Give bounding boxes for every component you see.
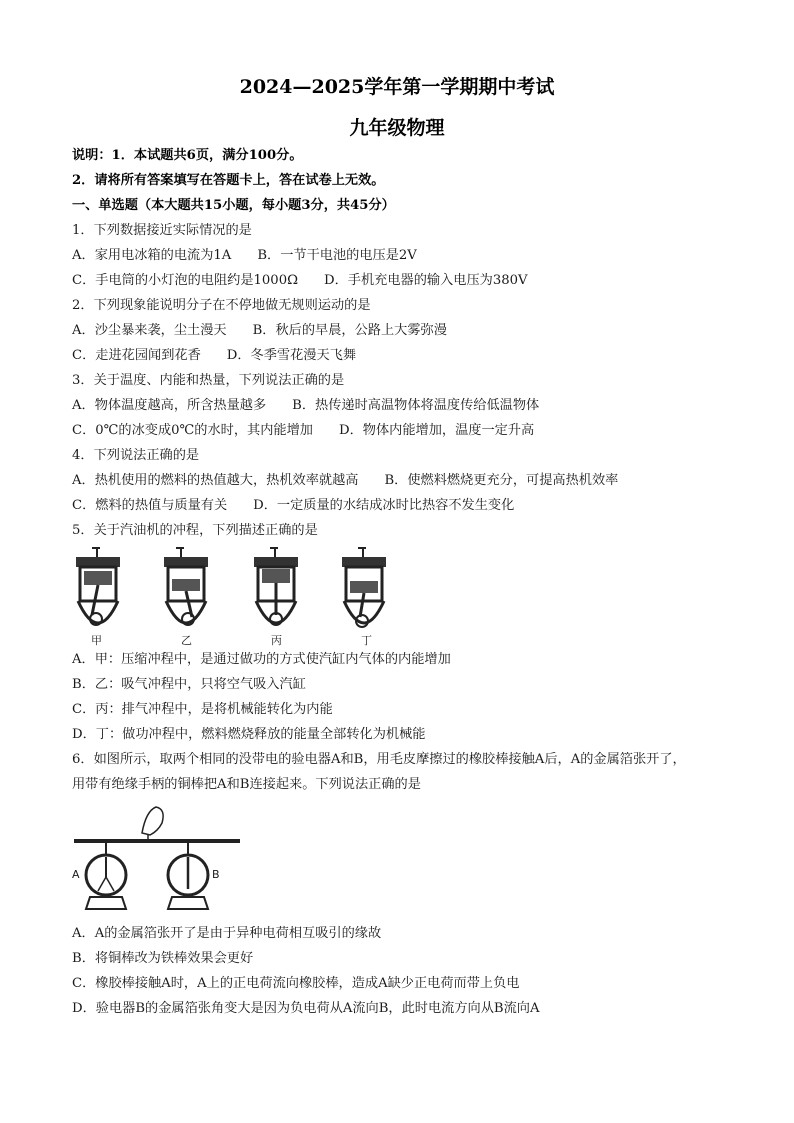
question-5-option-b: B．乙：吸气冲程中，只将空气吸入汽缸 [72,677,306,692]
exam-subject: 九年级物理 [349,117,445,139]
question-6-option-d: D．验电器B的金属箔张角变大是因为负电荷从A流向B，此时电流方向从B流向A [72,1001,540,1016]
question-5-stem: 5．关于汽油机的冲程，下列描述正确的是 [72,523,318,538]
option-b: B．使燃料燃烧更充分，可提高热机效率 [384,473,619,488]
question-6-option-c: C．橡胶棒接触A时，A上的正电荷流向橡胶棒，造成A缺少正电荷而带上负电 [72,976,520,991]
option-a: A．家用电冰箱的电流为1A [72,248,232,263]
instruction-line-2: 2．请将所有答案填写在答题卡上，答在试卷上无效。 [72,173,385,188]
engine-diagram-yi [164,547,208,625]
exam-title: 2024—2025学年第一学期期中考试 [239,76,555,98]
question-6-option-b: B．将铜棒改为铁棒效果会更好 [72,951,254,966]
engine-diagram-ding [342,547,386,627]
option-b: B．秋后的早晨，公路上大雾弥漫 [252,323,447,338]
option-d: D．一定质量的水结成冰时比热容不发生变化 [253,498,515,513]
electroscope-label-a: A [72,868,80,881]
question-5-option-d: D．丁：做功冲程中，燃料燃烧释放的能量全部转化为机械能 [72,727,426,742]
question-2-options-ab [72,322,447,340]
question-3-stem: 3．关于温度、内能和热量，下列说法正确的是 [72,373,345,388]
option-a: A．热机使用的燃料的热值越大，热机效率就越高 [72,473,359,488]
question-4-options-cd [72,497,514,515]
question-6-stem-line-2: 用带有绝缘手柄的铜棒把A和B连接起来。下列说法正确的是 [72,777,421,792]
question-5-option-a: A．甲：压缩冲程中，是通过做功的方式使汽缸内气体的内能增加 [72,652,451,667]
engine-diagram-bing [254,547,298,625]
electroscope-figure [72,805,242,917]
engine-label-bing: 丙 [271,634,282,647]
question-4-stem: 4．下列说法正确的是 [72,448,200,463]
question-6-stem-line-1: 6．如图所示，取两个相同的没带电的验电器A和B，用毛皮摩擦过的橡胶棒接触A后，A的金属箔张开了， [72,752,686,767]
question-1-options-cd [72,272,528,290]
option-d: D．物体内能增加，温度一定升高 [339,423,535,438]
option-d: D．冬季雪花漫天飞舞 [226,348,357,363]
option-d: D．手机充电器的输入电压为380V [324,273,528,288]
question-1-stem: 1．下列数据接近实际情况的是 [72,223,252,238]
question-5-option-c: C．丙：排气冲程中，是将机械能转化为内能 [72,702,333,717]
option-c: C．0℃的冰变成0℃的水时，其内能增加 [72,423,313,438]
question-6-option-a: A．A的金属箔张开了是由于异种电荷相互吸引的缘故 [72,926,382,941]
option-a: A．物体温度越高，所含热量越多 [72,398,267,413]
option-a: A．沙尘暴来袭，尘土漫天 [72,323,227,338]
question-2-options-cd [72,347,356,365]
question-4-options-ab [72,472,618,490]
option-b: B．热传递时高温物体将温度传给低温物体 [292,398,540,413]
question-3-options-cd [72,422,534,440]
electroscope-label-b: B [212,868,220,881]
engine-label-ding: 丁 [361,634,372,647]
question-1-options-ab [72,247,417,265]
question-2-stem: 2．下列现象能说明分子在不停地做无规则运动的是 [72,298,371,313]
engine-strokes-figure [68,545,398,650]
option-c: C．燃料的热值与质量有关 [72,498,228,513]
instruction-line-1: 说明：1．本试题共6页，满分100分。 [72,148,303,163]
question-3-options-ab [72,397,539,415]
engine-label-jia: 甲 [91,634,102,647]
option-c: C．走进花园闻到花香 [72,348,201,363]
section-heading: 一、单选题（本大题共15小题，每小题3分，共45分） [72,198,395,213]
option-b: B．一节干电池的电压是2V [257,248,417,263]
engine-label-yi: 乙 [181,634,192,647]
engine-diagram-jia [76,547,120,625]
option-c: C．手电筒的小灯泡的电阻约是1000Ω [72,273,299,288]
